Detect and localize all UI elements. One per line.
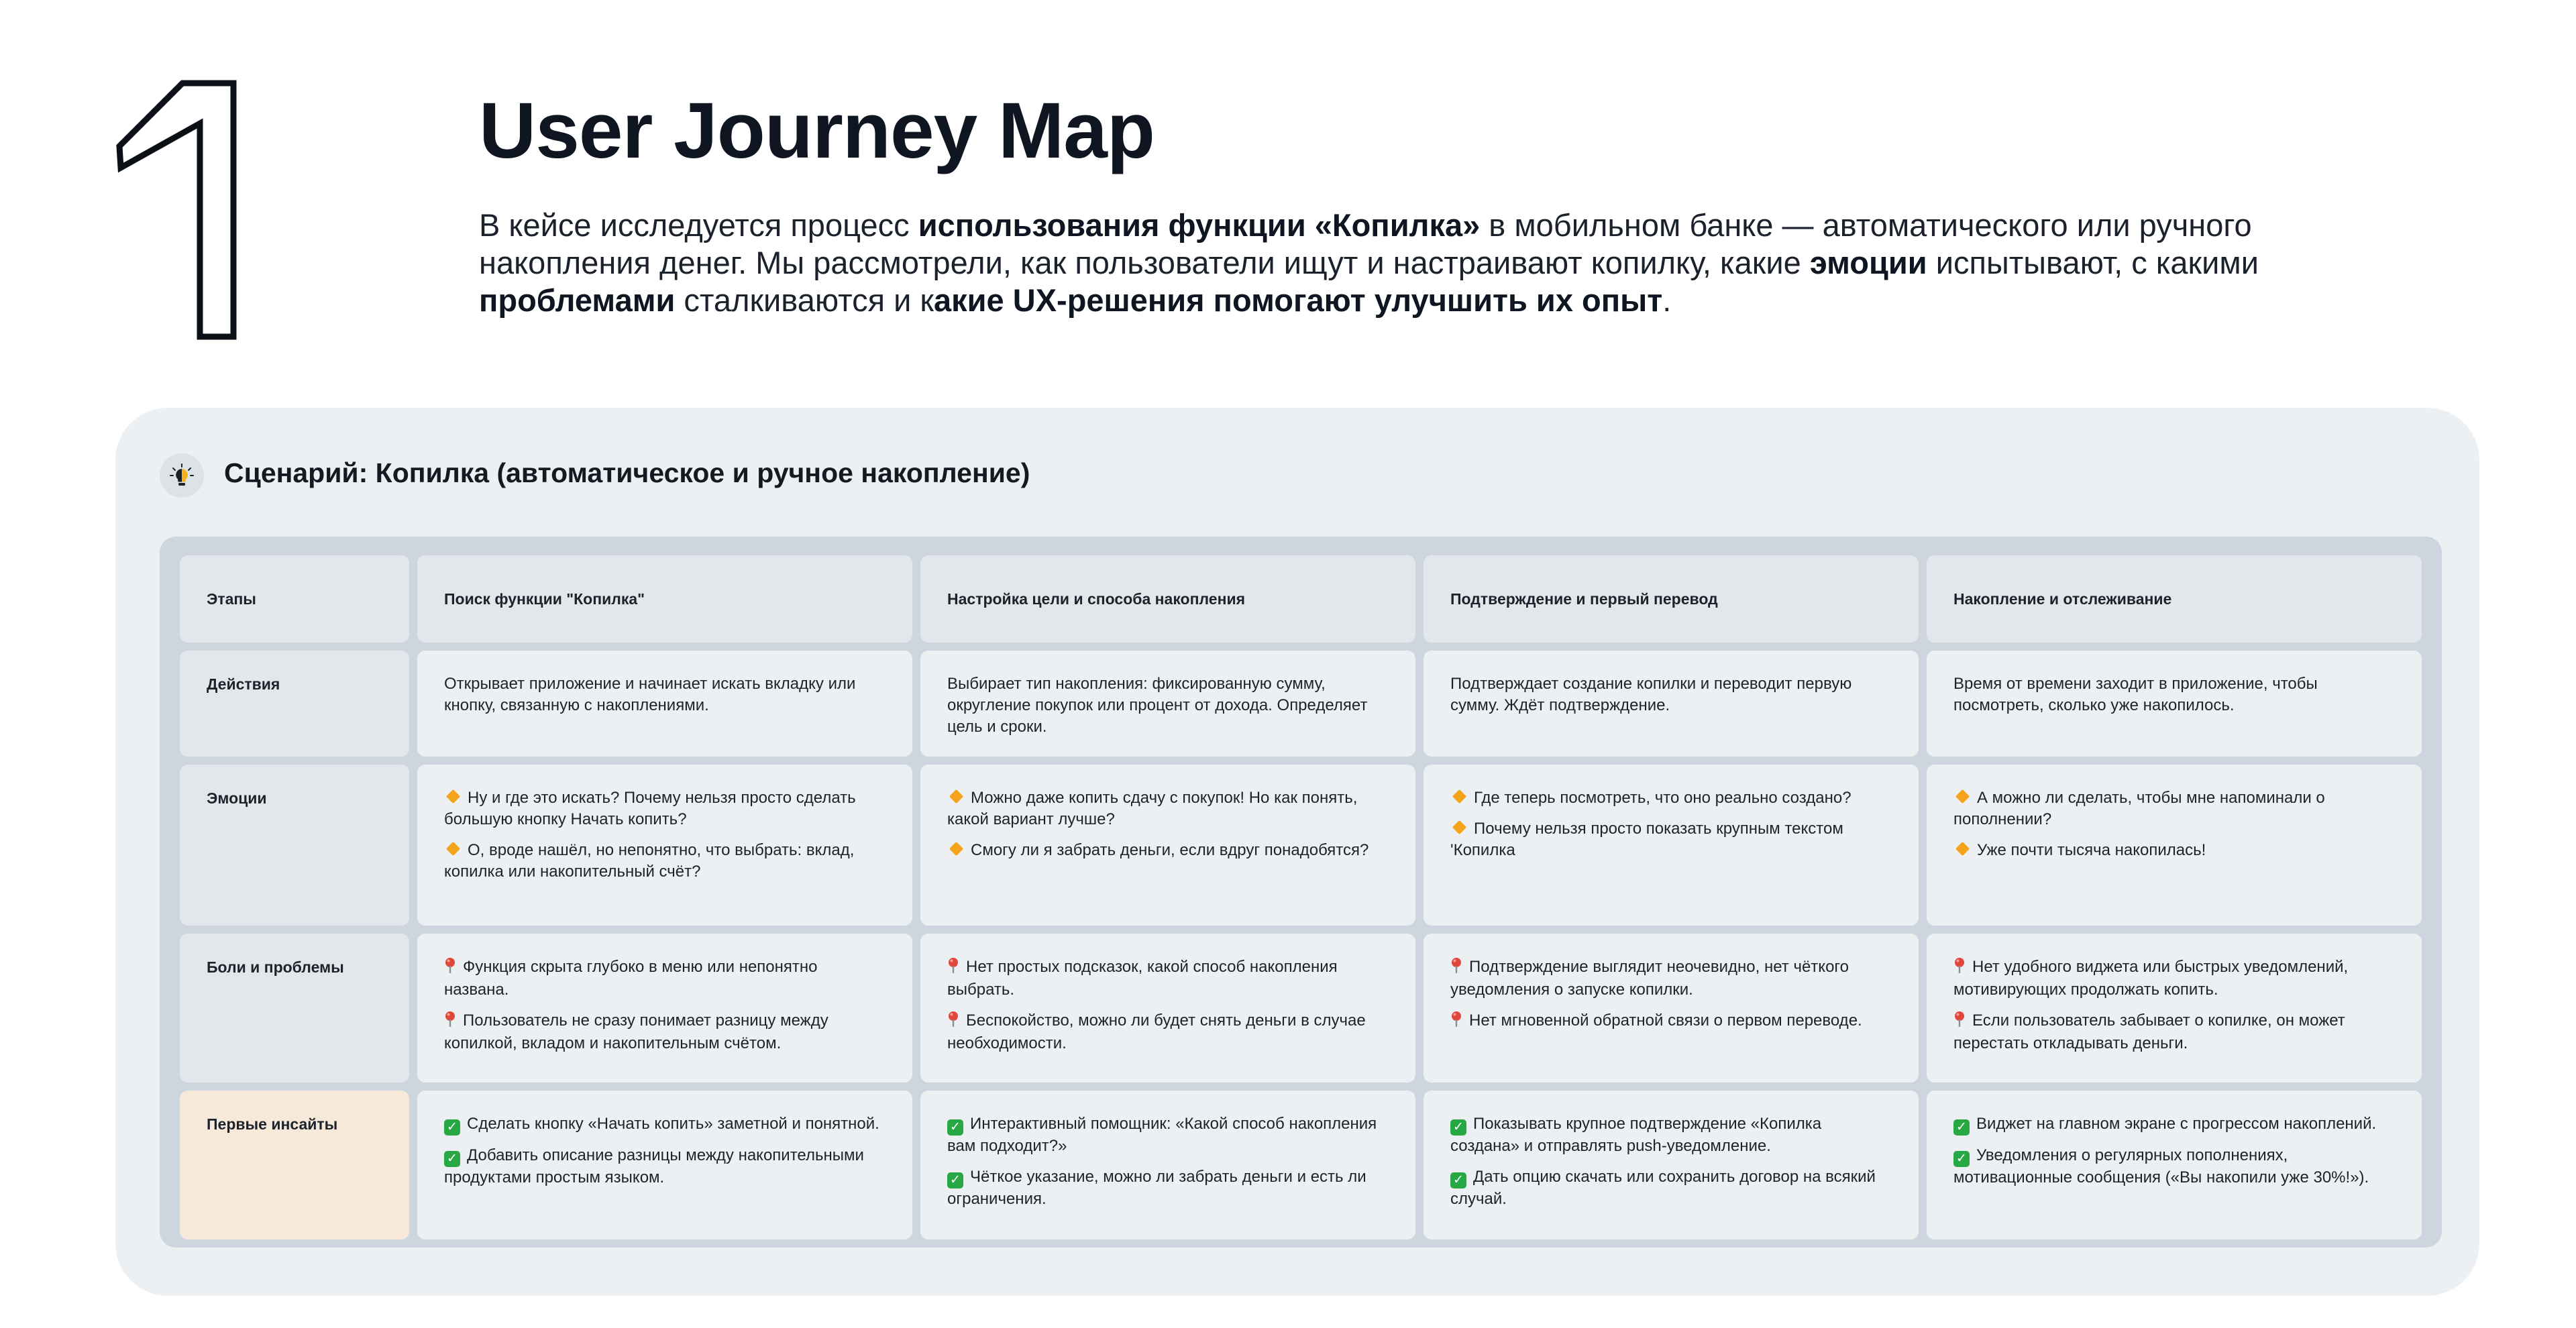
cell-entry-text: А можно ли сделать, чтобы мне напоминали о пополнении? (1953, 789, 2325, 828)
check-box-icon: ✓ (947, 1172, 963, 1188)
cell-entry-text: Дать опцию скачать или сохранить договор на всякий случай. (1450, 1168, 1876, 1208)
check-box-icon: ✓ (1953, 1151, 1970, 1167)
cell-entry (1450, 787, 1892, 809)
cell-entry-text: Время от времени заходит в приложение, чтобы посмотреть, сколько уже накопилось. (1953, 675, 2318, 714)
red-pin-icon (444, 957, 456, 979)
cell-entry-text: Подтверждение выглядит неочевидно, нет чёткого уведомления о запуске копилки. (1450, 958, 1849, 999)
orange-diamond-icon (949, 842, 963, 856)
cell-entry (1450, 1113, 1892, 1157)
intro-text: В кейсе исследуется процесс (479, 207, 918, 243)
cell-entry (444, 787, 885, 830)
intro-text: в мобильном банке — автоматического или ручного накопления денег. Мы рассмотрели, как пользователи ищут и настраивают копилку, какие (479, 207, 2252, 280)
cell-entry-text: Виджет на главном экране с прогрессом накоплений. (1976, 1115, 2377, 1133)
stage-header-1: Поиск функции "Копилка" (417, 555, 912, 643)
cell-entry (1953, 840, 2395, 861)
orange-diamond-icon (1452, 789, 1466, 804)
cell-entry (1450, 673, 1892, 716)
cell-insights-stage-4 (1927, 1091, 2422, 1239)
cell-pains-stage-3 (1424, 934, 1919, 1083)
cell-entry-text: Уже почти тысяча накопилась! (1977, 841, 2206, 859)
cell-entry (947, 1010, 1389, 1054)
scenario-title: Сценарий: Копилка (автоматическое и ручное накопление) (224, 457, 1030, 488)
intro-emphasis: эмоции (1809, 245, 1927, 280)
orange-diamond-icon (949, 789, 963, 804)
red-pin-icon (1953, 957, 1966, 979)
cell-entry (1953, 1145, 2395, 1188)
red-pin-icon (947, 957, 959, 979)
cell-insights-stage-3 (1424, 1091, 1919, 1239)
orange-diamond-icon (1452, 820, 1466, 834)
cell-entry-text: Чёткое указание, можно ли забрать деньги и есть ли ограничения. (947, 1168, 1366, 1208)
cell-entry-text: Нет удобного виджета или быстрых уведомлений, мотивирующих продолжать копить. (1953, 958, 2349, 999)
cell-entry (444, 840, 885, 883)
row-label-pains: Боли и проблемы (180, 934, 409, 1083)
section-number-outline (113, 79, 247, 342)
cell-entry-text: Добавить описание разницы между накопительными продуктами простым языком. (444, 1146, 864, 1186)
stages-header: Этапы (180, 555, 409, 643)
cell-entry (1450, 956, 1892, 1001)
cell-entry (947, 1113, 1389, 1157)
stage-header-4: Накопление и отслеживание (1927, 555, 2422, 643)
row-label-emotions: Эмоции (180, 765, 409, 926)
check-box-icon: ✓ (947, 1119, 963, 1136)
cell-entry (1450, 818, 1892, 861)
cell-entry-text: Открывает приложение и начинает искать вкладку или кнопку, связанную с накоплениями. (444, 675, 856, 714)
stage-header-3: Подтверждение и первый перевод (1424, 555, 1919, 643)
cell-entry (947, 840, 1389, 861)
cell-entry-text: Можно даже копить сдачу с покупок! Но как понять, какой вариант лучше? (947, 789, 1358, 828)
cell-entry (947, 1166, 1389, 1210)
intro-paragraph (479, 207, 2424, 319)
cell-entry-text: Интерактивный помощник: «Какой способ накопления вам подходит?» (947, 1115, 1377, 1155)
cell-entry-text: Сделать кнопку «Начать копить» заметной и понятной. (467, 1115, 879, 1133)
red-pin-icon (1450, 1011, 1462, 1033)
red-pin-icon (1450, 957, 1462, 979)
cell-actions-stage-2 (920, 651, 1415, 757)
cell-entry-text: Смогу ли я забрать деньги, если вдруг понадобятся? (971, 841, 1369, 859)
cell-entry-text: Если пользователь забывает о копилке, он может перестать откладывать деньги. (1953, 1011, 2345, 1052)
cell-entry (444, 673, 885, 716)
cell-pains-stage-4 (1927, 934, 2422, 1083)
row-label-insights: Первые инсайты (180, 1091, 409, 1239)
cell-insights-stage-2 (920, 1091, 1415, 1239)
cell-entry (444, 1010, 885, 1054)
cell-entry (444, 1145, 885, 1188)
cell-entry-text: Подтверждает создание копилки и переводит первую сумму. Ждёт подтверждение. (1450, 675, 1852, 714)
intro-text: испытывают, с какими (1927, 245, 2259, 280)
check-box-icon: ✓ (444, 1151, 460, 1167)
cell-emotions-stage-1 (417, 765, 912, 926)
cell-entry (1450, 1166, 1892, 1210)
cell-entry-text: Выбирает тип накопления: фиксированную сумму, округление покупок или процент от дохода. Определяет цель и сроки. (947, 675, 1368, 736)
cell-entry (1953, 673, 2395, 716)
red-pin-icon (444, 1011, 456, 1033)
cell-entry-text: Где теперь посмотреть, что оно реально создано? (1474, 789, 1851, 807)
cell-entry (947, 956, 1389, 1001)
cell-actions-stage-4 (1927, 651, 2422, 757)
intro-emphasis: акие UX-решения помогают улучшить их опыт (934, 282, 1663, 318)
cell-entry-text: О, вроде нашёл, но непонятно, что выбрать: вклад, копилка или накопительный счёт? (444, 841, 855, 881)
scenario-panel (115, 408, 2479, 1296)
cell-insights-stage-1 (417, 1091, 912, 1239)
orange-diamond-icon (446, 842, 460, 856)
red-pin-icon (947, 1011, 959, 1033)
journey-table (160, 537, 2442, 1248)
cell-entry (1953, 956, 2395, 1001)
page-title: User Journey Map (479, 87, 1155, 175)
cell-entry-text: Беспокойство, можно ли будет снять деньги в случае необходимости. (947, 1011, 1366, 1052)
intro-text: сталкиваются и к (675, 282, 934, 318)
cell-emotions-stage-3 (1424, 765, 1919, 926)
check-box-icon: ✓ (444, 1119, 460, 1136)
cell-entry-text: Ну и где это искать? Почему нельзя просто сделать большую кнопку Начать копить? (444, 789, 856, 828)
cell-entry (1953, 1010, 2395, 1054)
cell-entry-text: Уведомления о регулярных пополнениях, мотивационные сообщения («Вы накопили уже 30%!»). (1953, 1146, 2369, 1186)
stage-header-2: Настройка цели и способа накопления (920, 555, 1415, 643)
cell-entry (444, 956, 885, 1001)
cell-actions-stage-3 (1424, 651, 1919, 757)
cell-entry (947, 673, 1389, 738)
lightbulb-icon (160, 453, 204, 498)
check-box-icon: ✓ (1953, 1119, 1970, 1136)
intro-emphasis: проблемами (479, 282, 676, 318)
orange-diamond-icon (1955, 789, 1970, 804)
red-pin-icon (1953, 1011, 1966, 1033)
row-label-actions: Действия (180, 651, 409, 757)
orange-diamond-icon (1955, 842, 1970, 856)
cell-emotions-stage-4 (1927, 765, 2422, 926)
cell-entry-text: Функция скрыта глубоко в меню или непонятно названа. (444, 958, 818, 999)
cell-entry-text: Пользователь не сразу понимает разницу между копилкой, вкладом и накопительным счётом. (444, 1011, 828, 1052)
cell-entry-text: Почему нельзя просто показать крупным текстом 'Копилка (1450, 820, 1843, 859)
cell-entry (1953, 787, 2395, 830)
orange-diamond-icon (446, 789, 460, 804)
cell-entry (1953, 1113, 2395, 1136)
cell-pains-stage-1 (417, 934, 912, 1083)
cell-pains-stage-2 (920, 934, 1415, 1083)
cell-entry-text: Нет простых подсказок, какой способ накопления выбрать. (947, 958, 1338, 999)
intro-emphasis: использования функции «Копилка» (918, 207, 1481, 243)
cell-emotions-stage-2 (920, 765, 1415, 926)
cell-entry (947, 787, 1389, 830)
cell-entry-text: Показывать крупное подтверждение «Копилка создана» и отправлять push-уведомление. (1450, 1115, 1822, 1155)
check-box-icon: ✓ (1450, 1172, 1466, 1188)
cell-actions-stage-1 (417, 651, 912, 757)
cell-entry (1450, 1010, 1892, 1033)
cell-entry-text: Нет мгновенной обратной связи о первом переводе. (1469, 1011, 1862, 1030)
intro-text: . (1662, 282, 1672, 318)
check-box-icon: ✓ (1450, 1119, 1466, 1136)
cell-entry (444, 1113, 885, 1136)
